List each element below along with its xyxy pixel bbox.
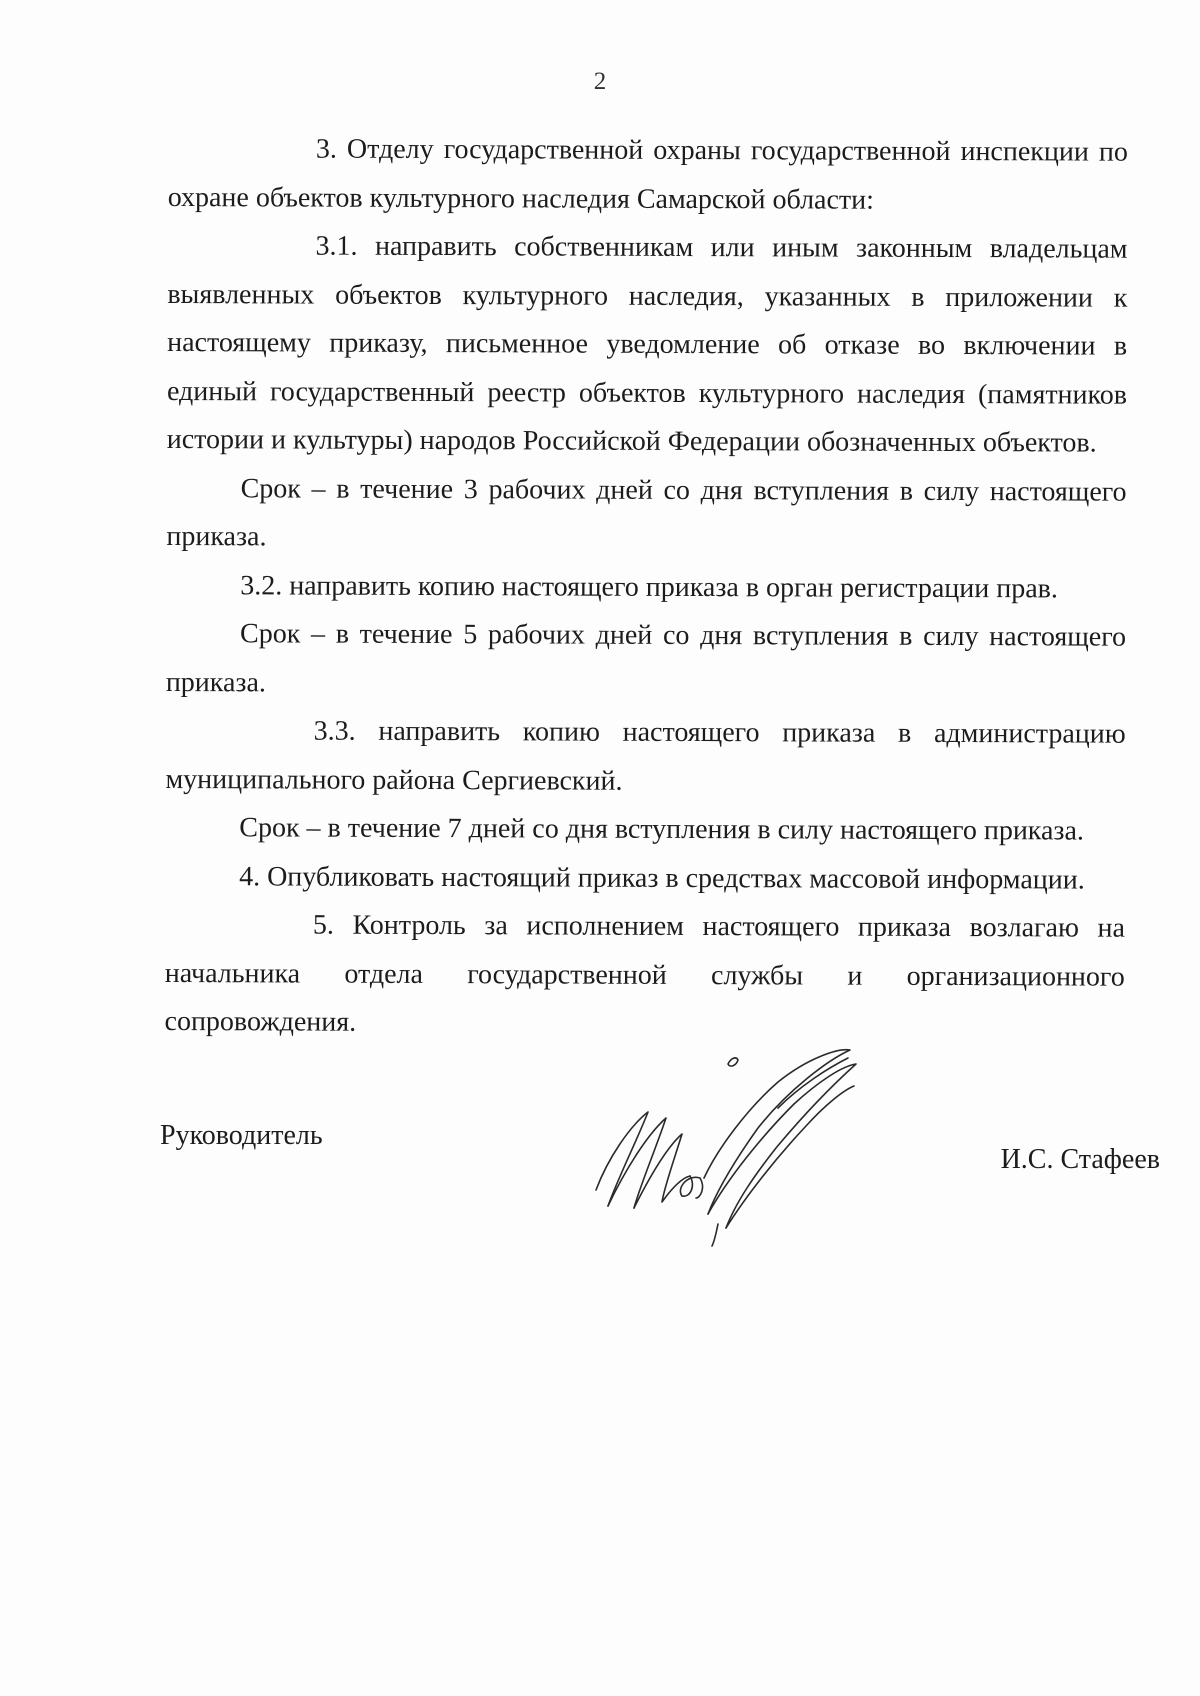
- paragraph-text: Отделу государственной охраны государственной инспекции по охране объектов культурного наследия Самарской области:: [167, 133, 1128, 216]
- deadline-3-1: [166, 464, 1126, 565]
- deadline-3-2: [166, 610, 1126, 711]
- paragraph-text: 4. Опубликовать настоящий приказ в средствах массовой информации.: [239, 860, 1085, 896]
- signer-name: И.С. Стафеев: [1000, 1144, 1160, 1175]
- paragraph-text: Срок – в течение 3 рабочих дней со дня вступления в силу настоящего приказа.: [166, 472, 1127, 553]
- paragraph-4: [165, 852, 1125, 904]
- handwritten-signature: [578, 1038, 868, 1248]
- paragraph-number: 5.: [312, 909, 334, 941]
- document-body: [164, 125, 1128, 1050]
- paragraph-3-1: [167, 222, 1128, 468]
- paragraph-3-3: [165, 707, 1125, 808]
- signature-block: [160, 1120, 1160, 1230]
- paragraph-text: Срок – в течение 5 рабочих дней со дня вступления в силу настоящего приказа.: [165, 618, 1127, 698]
- signer-position: Руководитель: [160, 1120, 323, 1151]
- paragraph-text: Контроль за исполнением настоящего приказа возлагаю на начальника отдела государственной службы и организационного сопровождения.: [164, 909, 1125, 1038]
- paragraph-5: [164, 901, 1125, 1050]
- paragraph-number: 3.1.: [315, 230, 358, 262]
- paragraph-text: Срок – в течение 7 дней со дня вступления в силу настоящего приказа.: [239, 812, 1084, 847]
- paragraph-text: направить копию настоящего приказа в администрацию муниципального района Сергиевский.: [165, 715, 1126, 797]
- paragraph-3: [168, 125, 1128, 226]
- paragraph-number: 3.: [315, 133, 337, 165]
- deadline-3-3: [165, 804, 1125, 856]
- page-number: 2: [593, 68, 607, 95]
- paragraph-3-2: [166, 561, 1126, 613]
- paragraph-text: 3.2. направить копию настоящего приказа в орган регистрации прав.: [240, 569, 1058, 604]
- paragraph-text: направить собственникам или иным законным владельцам выявленных объектов культурного наследия, указанных в приложении к настоящему приказу, письменное уведомление об отказе во включении в единый государственный реестр объектов культурного наследия (памятников истории и культуры) народов Российской Федерации обозначенных объектов.: [166, 230, 1128, 459]
- paragraph-number: 3.3.: [313, 715, 356, 747]
